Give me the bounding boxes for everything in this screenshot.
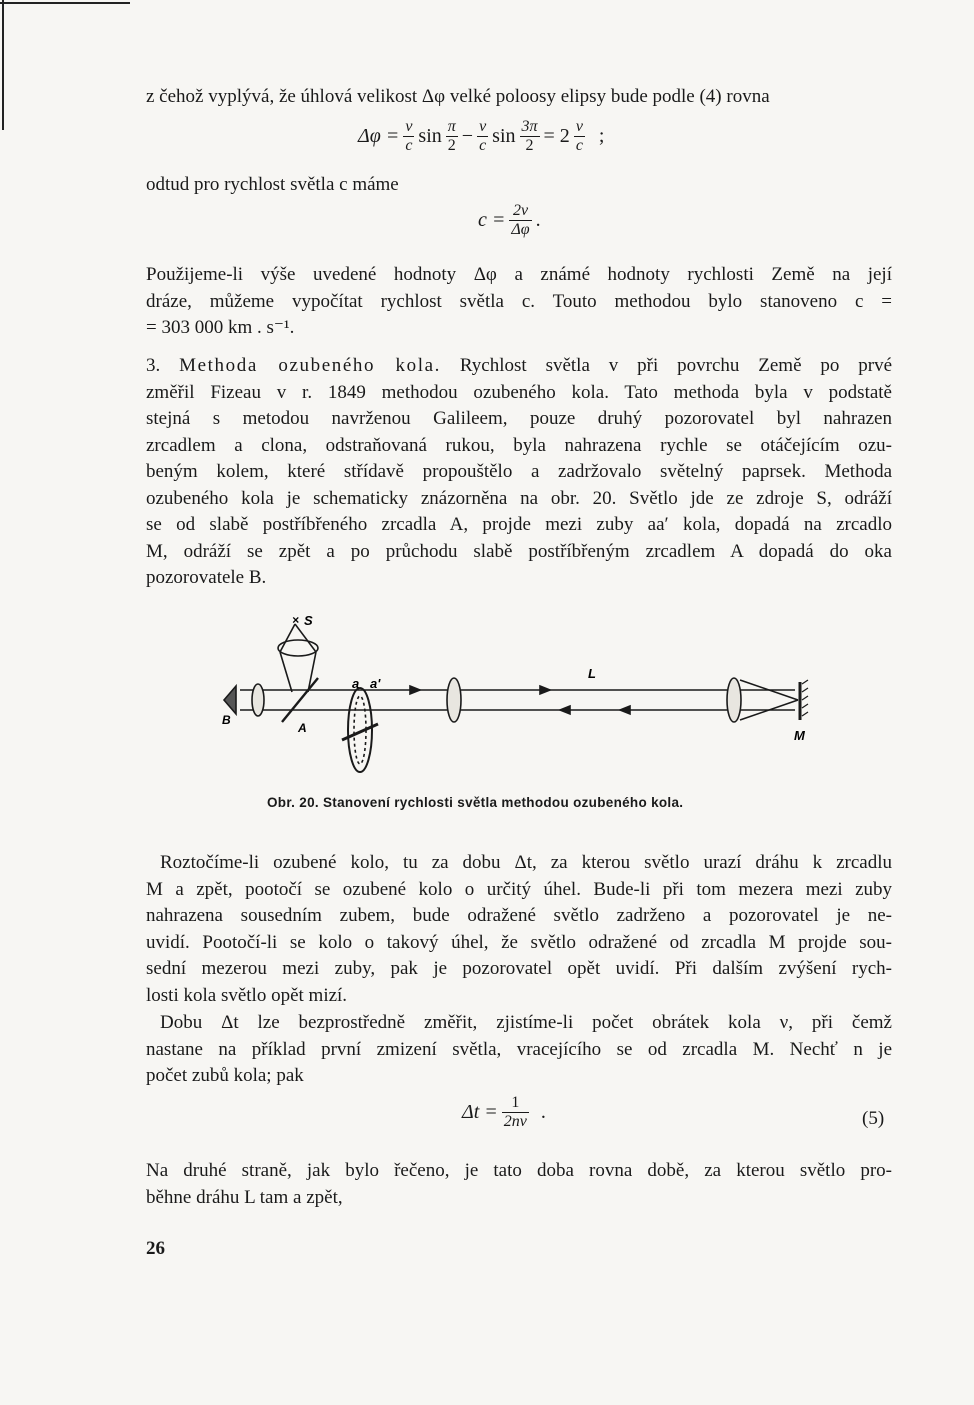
text-line: změřil Fizeau v r. 1849 methodou ozubeného kola. Tato methoda byla v podstatě xyxy=(146,381,892,403)
paragraph-rotation xyxy=(146,850,892,1009)
text-line: ozubeného kola je schematicky znázorněna na obr. 20. Světlo jde ze zdroje S, odráží xyxy=(146,487,892,509)
fraction: $\frac{v}{c}$ xyxy=(405,118,413,155)
paragraph-result xyxy=(146,262,892,342)
text-line: 3. Methoda ozubeného kola. Rychlost světla v při povrchu Země po prvé xyxy=(146,355,893,376)
label-a: a xyxy=(352,676,360,691)
text-line: nastane na příklad první zmizení světla, vracejícího se od zrcadla M. Nechť n je xyxy=(146,1038,892,1060)
label-x-mark: × xyxy=(292,613,300,627)
section-heading: Methoda ozubeného kola. xyxy=(179,355,441,376)
paragraph-na-druhe xyxy=(146,1158,892,1211)
paragraph-dobu xyxy=(146,1010,892,1090)
label-L: L xyxy=(588,666,596,681)
collimator-lens-right xyxy=(727,678,741,722)
eq-lhs: Δφ = xyxy=(358,125,400,148)
section-number: 3. xyxy=(146,355,161,376)
equation-delta-phi: Δφ = $\frac{v}{c}$ sin $\frac{\pi}{2}$ − $\frac{v}{c}$ sin $\frac{3\pi}{2}$ = 2 $\frac{v}{c}$ ; xyxy=(358,118,605,155)
text-line: M, odráží se zpět a po průchodu slabě postříbřeným zrcadlem A dopadá do oka xyxy=(146,540,892,562)
label-a-prime: a' xyxy=(370,676,381,691)
equation-number: (5) xyxy=(862,1108,885,1129)
text-line: dráze, můžeme vypočítat rychlost světla c. Touto methodou bylo stanoveno c = xyxy=(146,290,892,312)
text-line: beným kolem, které střídavě propouštělo a zadržovalo světelný paprsek. Methoda xyxy=(146,461,892,482)
label-M: M xyxy=(794,728,805,743)
text-line: Použijeme-li výše uvedené hodnoty Δφ a známé hodnoty rychlosti Země na její xyxy=(146,264,892,285)
fraction: $\frac{3\pi}{2}$ xyxy=(521,118,538,155)
text-line: Roztočíme-li ozubené kolo, tu za dobu Δt, za kterou světlo urazí dráhu k zrcadlu xyxy=(160,852,892,873)
eyepiece-lens xyxy=(252,684,264,716)
section-methoda xyxy=(146,353,892,592)
fraction: $\frac{1}{2n\nu}$ xyxy=(503,1094,527,1131)
fraction: $\frac{v}{c}$ xyxy=(575,118,583,155)
text-line: běhne dráhu L tam a zpět, xyxy=(146,1186,343,1208)
text-line: pozorovatele B. xyxy=(146,567,267,588)
fraction: $\frac{v}{c}$ xyxy=(479,118,487,155)
text-line: M a zpět, pootočí se ozubené kolo o určitý úhel. Bude-li při tom mezera mezi zuby xyxy=(146,878,892,900)
text-line: zrcadlem a clona, odstraňovaná rukou, byla nahrazena rychle se otáčejícím ozu- xyxy=(146,434,892,456)
label-A: A xyxy=(298,721,307,735)
sin-op: sin xyxy=(418,125,442,148)
label-B: B xyxy=(222,713,231,727)
text-line: Dobu Δt lze bezprostředně změřit, zjistíme-li počet obrátek kola ν, při čemž xyxy=(160,1012,892,1033)
text-line: odtud pro rychlost světla c máme xyxy=(146,174,399,195)
condenser-lens xyxy=(278,640,318,656)
figure-fizeau-apparatus xyxy=(210,612,830,792)
paragraph-odtud xyxy=(146,172,892,199)
text-line: = 303 000 km . s⁻¹. xyxy=(146,317,295,338)
text-line: se od slabě postříbřeného zrcadla A, projde mezi zuby aa′ kola, dopadá na zrcadlo xyxy=(146,514,892,535)
paragraph-intro xyxy=(146,84,892,111)
text-line: Na druhé straně, jak bylo řečeno, je tato doba rovna době, za kterou světlo pro- xyxy=(146,1160,892,1181)
scan-edge-top xyxy=(0,2,130,4)
text-line: losti kola světlo opět mizí. xyxy=(146,984,348,1006)
text-line: nahrazena sousedním zubem, bude odražené světlo zadrženo a pozorovatel je ne- xyxy=(146,905,892,926)
equation-delta-t: Δt = $\frac{1}{2n\nu}$ . xyxy=(462,1094,546,1131)
text-line: uvidí. Pootočí-li se kolo o takový úhel, že světlo odražené od zrcadla M projde sou- xyxy=(146,931,892,953)
fraction: $\frac{\pi}{2}$ xyxy=(447,118,456,155)
text-line: z čehož vyplývá, že úhlová velikost Δφ velké poloosy elipsy bude podle (4) rovna xyxy=(146,86,770,107)
mirror-A xyxy=(282,678,318,722)
text-line: sední mezerou mezi zuby, pak je pozorovatel opět uvidí. Při dalším zvýšení rych- xyxy=(146,958,892,979)
fraction: $\frac{2v}{\Delta\varphi}$ xyxy=(511,202,530,239)
label-S: S xyxy=(304,613,313,628)
eye-icon xyxy=(224,686,236,714)
page-number: 26 xyxy=(146,1238,165,1259)
toothed-wheel xyxy=(348,688,372,772)
scan-edge-left xyxy=(2,0,4,130)
equation-c: c = $\frac{2v}{\Delta\varphi}$ . xyxy=(478,202,541,239)
collimator-lens-left xyxy=(447,678,461,722)
text-line: stejná s metodou navrženou Galileem, pouze druhý pozorovatel byl nahrazen xyxy=(146,408,892,429)
figure-caption: Obr. 20. Stanovení rychlosti světla methodou ozubeného kola. xyxy=(267,795,684,810)
text-line: počet zubů kola; pak xyxy=(146,1065,304,1086)
